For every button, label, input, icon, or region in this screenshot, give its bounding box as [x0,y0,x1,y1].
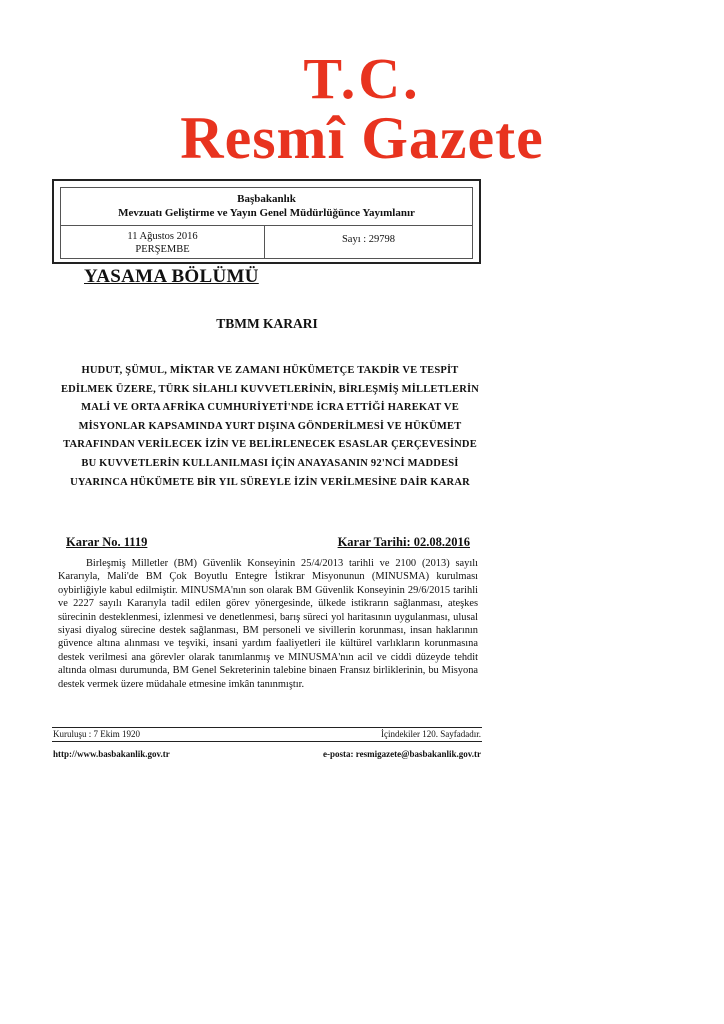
header-issue: Sayı : 29798 [341,234,396,245]
header-issue-cell [265,226,472,258]
header-box [52,179,481,264]
decision-number: Karar No. 1119 [66,535,148,549]
header-institution: Başbakanlık [237,193,296,205]
footer-website-link[interactable]: http://www.basbakanlik.gov.tr [53,749,170,759]
header-publisher-block [61,188,472,226]
header-date: 11 Ağustos 2016 [127,231,198,242]
section-title: YASAMA BÖLÜMÜ [84,266,259,287]
decision-date: Karar Tarihi: 02.08.2016 [337,535,470,549]
header-inner-frame [60,187,473,259]
decision-body: Birleşmiş Milletler (BM) Güvenlik Konseyinin 25/4/2013 tarihli ve 2100 (2013) sayılı Kararıyla, Mali'de BM Çok Boyutlu Entegre İstikrar Misyonunun (MINUSMA) kurulması oybirliğiyle kabul edilmiştir. MINUSMA'nın son olarak BM Güvenlik Konseyinin 29/6/2015 tarihli ve 2227 sayılı Kararıyla tadil edilen görev yönergesinde, ülkede istikrarın sağlanması, ateşkes sürecinin desteklenmesi, izlenmesi ve denetlenmesi, barış süreci yol haritasının uygulanması, ulusal siyasi diyalog sürecine destek sağlanması, BM personeli ve sivillerin korunması, insan haklarının güvence altına alınması ve teşviki, insani yardım faaliyetleri ile kültürel varlıkların korunmasına destek verilmesi ana görevler olarak tanımlanmış ve MINUSMA'nın acil ve ciddi düzeyde tehdit altında olması durumunda, BM Genel Sekreterinin talebine binaen Fransız birliklerinin, bu Misyona destek vermek üzere müdahale etmesine imkân tanınmıştır. [58,558,478,690]
footer-rule-top [52,727,482,728]
masthead-tc: T.C. [303,46,421,111]
header-publisher: Mevzuatı Geliştirme ve Yayın Genel Müdürlüğünce Yayımlanır [118,207,415,219]
footer-founded: Kuruluşu : 7 Ekim 1920 [53,729,140,739]
footer-contents: İçindekiler 120. Sayfadadır. [381,729,481,739]
footer-rule-bottom [52,741,482,742]
subheading: TBMM KARARI [216,316,318,331]
masthead-title: Resmî Gazete [180,105,544,171]
header-date-cell [61,226,265,258]
footer-email-link[interactable]: e-posta: resmigazete@basbakanlik.gov.tr [323,749,481,759]
header-weekday: PERŞEMBE [135,244,190,255]
decision-title: HUDUT, ŞÜMUL, MİKTAR VE ZAMANI HÜKÜMETÇE TAKDİR VE TESPİT EDİLMEK ÜZERE, TÜRK SİLAHLI KUVVETLERİNİN, BİRLEŞMİŞ MİLLETLERİN MALİ VE ORTA AFRİKA CUMHURİYETİ'NDE İCRA ETTİĞİ HAREKAT VE MİSYONLAR KAPSAMINDA YURT DIŞINA GÖNDERİLMESİ VE HÜKÜMET TARAFINDAN VERİLECEK İZİN VE BELİRLENECEK ESASLAR ÇERÇEVESİNDE BU KUVVETLERİN KULLANILMASI İÇİN ANAYASANIN 92'NCİ MADDESİ UYARINCA HÜKÜMETE BİR YIL SÜREYLE İZİN VERİLMESİNE DAİR KARAR [60,365,480,488]
